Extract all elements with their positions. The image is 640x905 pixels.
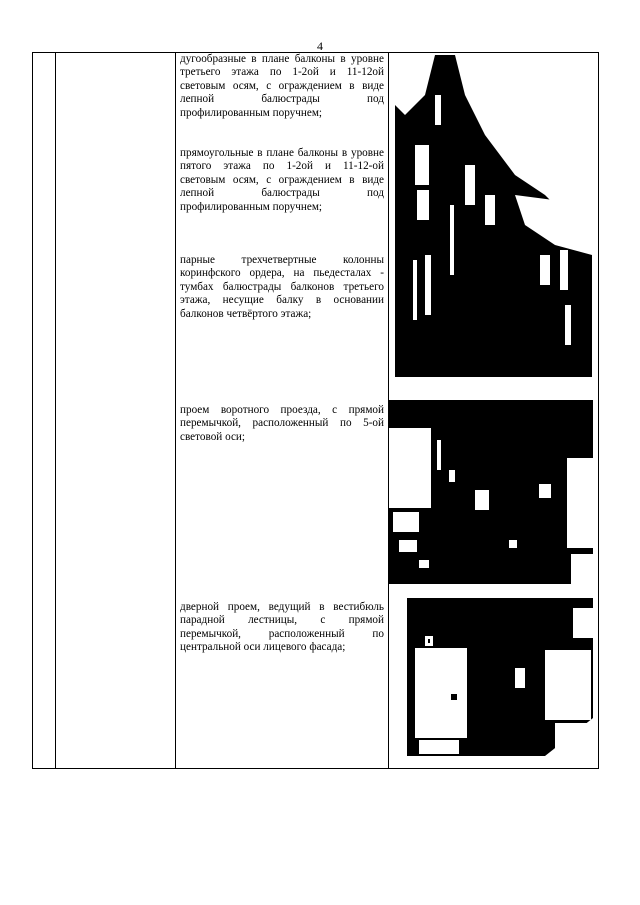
page-number: 4 xyxy=(317,39,323,53)
description-balconies-5th-floor: прямоугольные в плане балконы в уровне пятого этажа по 1-2ой и 11-12-ой световым осям, с ограждением в виде лепной балюстрады под профилированным поручнем; xyxy=(180,147,384,213)
subject-column-cell xyxy=(56,53,176,769)
monument-elements-table xyxy=(32,52,599,769)
gate-passage-photo xyxy=(389,400,593,584)
entrance-door-photo xyxy=(395,598,593,756)
table-row xyxy=(33,53,599,769)
description-column-cell xyxy=(176,53,389,769)
facade-balconies-photo xyxy=(395,55,592,377)
description-gate-passage: проем воротного проезда, с прямой перемычкой, расположенный по 5-ой световой оси; xyxy=(180,404,384,443)
photo-column-cell xyxy=(389,53,599,769)
number-column-cell xyxy=(33,53,56,769)
description-balconies-3rd-floor: дугообразные в плане балконы в уровне третьего этажа по 1-2ой и 11-12ой световым осям, с ограждением в виде лепной балюстрады под профилированным поручнем; xyxy=(180,53,384,119)
description-columns: парные трехчетвертные колонны коринфского ордера, на пьедесталах - тумбах балюстрады балконов третьего этажа, несущие балку в основании балконов четвёртого этажа; xyxy=(180,254,384,320)
description-entrance-door: дверной проем, ведущий в вестибюль парадной лестницы, с прямой перемычкой, расположенный по центральной оси лицевого фасада; xyxy=(180,601,384,654)
